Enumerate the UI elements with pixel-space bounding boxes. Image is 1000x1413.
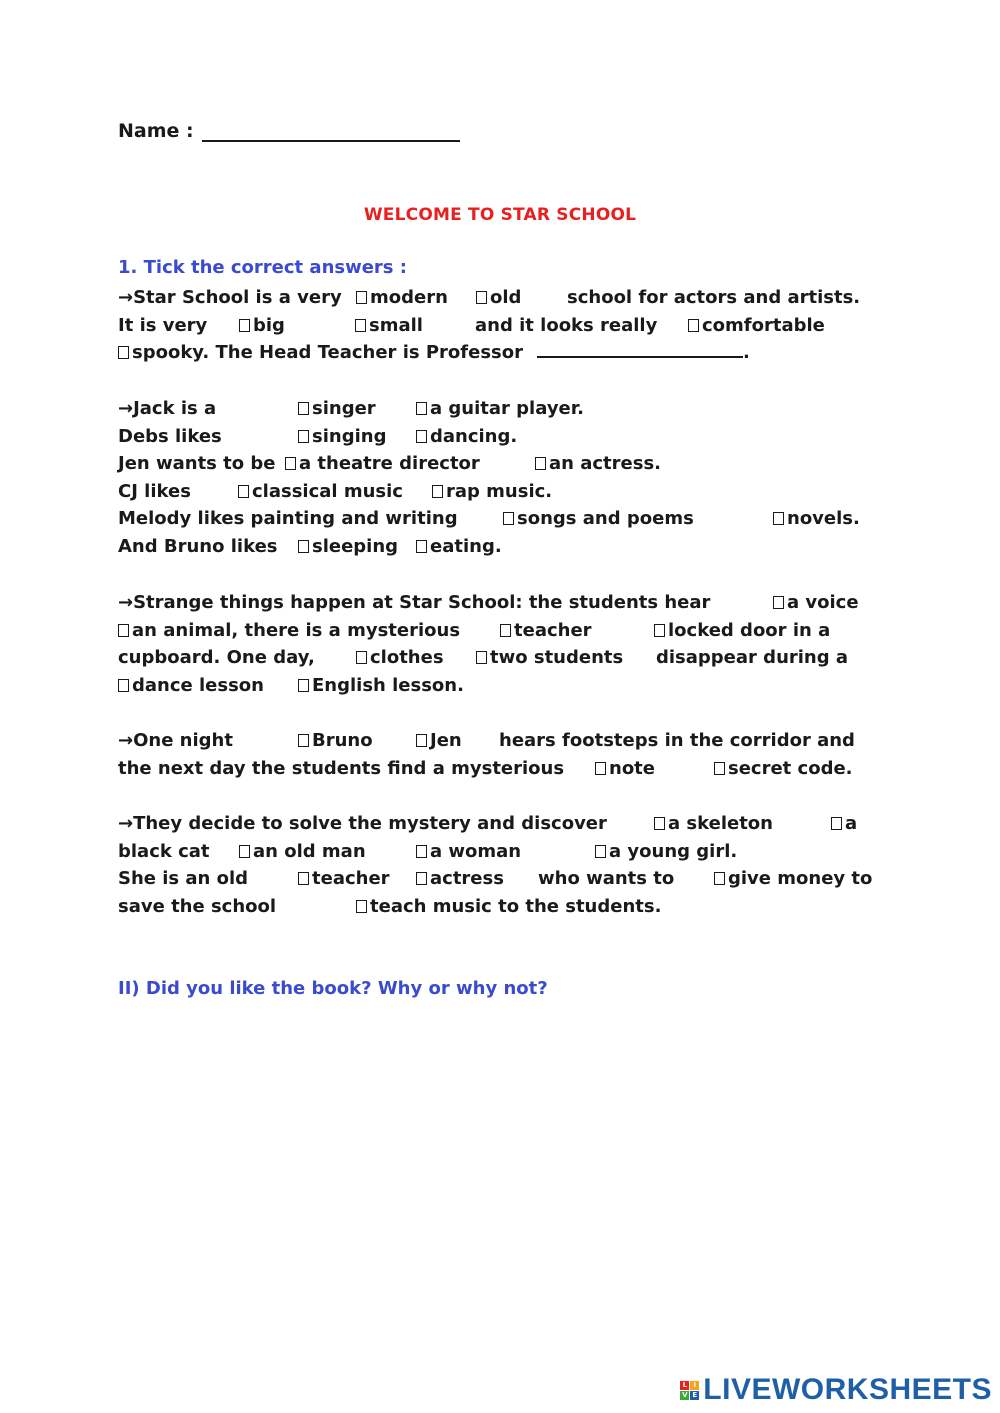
option[interactable]: an animal, there is a mysterious xyxy=(118,617,460,645)
text: who wants to xyxy=(538,868,675,890)
text: and it looks really xyxy=(475,314,658,336)
section-1-heading: 1. Tick the correct answers : xyxy=(118,257,407,278)
option[interactable]: novels. xyxy=(773,505,860,533)
option[interactable]: dance lesson xyxy=(118,672,264,700)
option[interactable]: a xyxy=(831,810,857,838)
option[interactable]: eating. xyxy=(416,533,502,561)
text: And Bruno likes xyxy=(118,535,278,557)
checkbox-icon[interactable] xyxy=(595,762,606,775)
paragraph-characters xyxy=(118,395,888,561)
option[interactable]: Jen xyxy=(416,727,462,755)
option[interactable]: spooky. The Head Teacher is Professor xyxy=(118,339,523,367)
liveworksheets-logo-icon: L I V E xyxy=(680,1381,699,1400)
checkbox-icon[interactable] xyxy=(416,540,427,553)
text: CJ likes xyxy=(118,480,191,502)
checkbox-icon[interactable] xyxy=(356,651,367,664)
line xyxy=(118,589,888,617)
checkbox-icon[interactable] xyxy=(476,651,487,664)
line xyxy=(118,727,888,755)
paragraph-mystery xyxy=(118,810,888,920)
section-2-heading: II) Did you like the book? Why or why not? xyxy=(118,978,548,999)
option[interactable]: note xyxy=(595,755,655,783)
name-row xyxy=(118,120,460,142)
checkbox-icon[interactable] xyxy=(654,624,665,637)
text: →They decide to solve the mystery and discover xyxy=(118,813,607,834)
text: school for actors and artists. xyxy=(567,287,861,308)
checkbox-icon[interactable] xyxy=(714,762,725,775)
paragraph-star-school xyxy=(118,284,888,367)
paragraph-strange-things xyxy=(118,589,888,699)
option[interactable]: a skeleton xyxy=(654,810,773,838)
line xyxy=(118,284,888,312)
checkbox-icon[interactable] xyxy=(535,457,546,470)
line xyxy=(118,755,888,783)
text: the next day the students find a mysterious xyxy=(118,757,565,779)
text: save the school xyxy=(118,895,277,917)
option[interactable]: English lesson. xyxy=(298,672,464,700)
line xyxy=(118,838,888,866)
line xyxy=(118,423,888,451)
worksheet-title: WELCOME TO STAR SCHOOL xyxy=(363,205,637,225)
text: It is very xyxy=(118,314,208,336)
text: Jen wants to be xyxy=(118,453,276,475)
checkbox-icon[interactable] xyxy=(773,596,784,609)
option[interactable]: locked door in a xyxy=(654,617,830,645)
checkbox-icon[interactable] xyxy=(298,734,309,747)
text: disappear during a xyxy=(656,647,849,669)
paragraph-one-night xyxy=(118,727,888,782)
checkbox-icon[interactable] xyxy=(831,817,842,830)
line xyxy=(118,672,888,700)
option[interactable]: modern xyxy=(356,284,448,312)
line xyxy=(118,533,888,561)
checkbox-icon[interactable] xyxy=(416,845,427,858)
line xyxy=(118,478,888,506)
text: →Jack is a xyxy=(118,398,217,419)
checkbox-icon[interactable] xyxy=(238,485,249,498)
line xyxy=(118,505,888,533)
checkbox-icon[interactable] xyxy=(239,319,250,332)
option[interactable]: dancing. xyxy=(416,423,517,451)
line xyxy=(118,617,888,645)
text: black cat xyxy=(118,840,210,862)
option[interactable]: singer xyxy=(298,395,376,423)
checkbox-icon[interactable] xyxy=(476,291,487,304)
option[interactable]: teacher xyxy=(500,617,592,645)
option[interactable]: a guitar player. xyxy=(416,395,584,423)
checkbox-icon[interactable] xyxy=(356,291,367,304)
option[interactable]: clothes xyxy=(356,644,444,672)
text: →Strange things happen at Star School: the students hear xyxy=(118,592,711,613)
line xyxy=(118,865,888,893)
text: →Star School is a very xyxy=(118,287,342,308)
text: hears footsteps in the corridor and xyxy=(499,730,855,751)
checkbox-icon[interactable] xyxy=(714,872,725,885)
option[interactable]: two students xyxy=(476,644,623,672)
checkbox-icon[interactable] xyxy=(298,540,309,553)
checkbox-icon[interactable] xyxy=(298,402,309,415)
checkbox-icon[interactable] xyxy=(416,430,427,443)
text: cupboard. One day, xyxy=(118,647,315,669)
checkbox-icon[interactable] xyxy=(432,485,443,498)
name-label: Name : xyxy=(118,120,194,142)
option[interactable]: secret code. xyxy=(714,755,853,783)
option[interactable]: a theatre director xyxy=(285,450,480,478)
line xyxy=(118,644,888,672)
option[interactable]: give money to xyxy=(714,865,872,893)
option[interactable]: classical music xyxy=(238,478,403,506)
option[interactable]: a voice xyxy=(773,589,859,617)
checkbox-icon[interactable] xyxy=(298,430,309,443)
option[interactable]: singing xyxy=(298,423,386,451)
option[interactable]: Bruno xyxy=(298,727,373,755)
checkbox-icon[interactable] xyxy=(503,512,514,525)
checkbox-icon[interactable] xyxy=(239,845,250,858)
answer-line[interactable] xyxy=(537,340,743,358)
checkbox-icon[interactable] xyxy=(654,817,665,830)
checkbox-icon[interactable] xyxy=(773,512,784,525)
line xyxy=(118,339,888,367)
option[interactable]: old xyxy=(476,284,521,312)
checkbox-icon[interactable] xyxy=(416,734,427,747)
checkbox-icon[interactable] xyxy=(298,679,309,692)
professor-blank[interactable]: . xyxy=(531,339,750,367)
option[interactable]: comfortable xyxy=(688,312,825,340)
checkbox-icon[interactable] xyxy=(688,319,699,332)
option[interactable]: big xyxy=(239,312,285,340)
checkbox-icon[interactable] xyxy=(285,457,296,470)
checkbox-icon[interactable] xyxy=(356,900,367,913)
checkbox-icon[interactable] xyxy=(118,346,129,359)
option[interactable]: actress xyxy=(416,865,504,893)
checkbox-icon[interactable] xyxy=(118,624,129,637)
option[interactable]: an actress. xyxy=(535,450,661,478)
line xyxy=(118,893,888,921)
checkbox-icon[interactable] xyxy=(595,845,606,858)
liveworksheets-logo xyxy=(680,1373,992,1407)
text: Debs likes xyxy=(118,425,222,447)
checkbox-icon[interactable] xyxy=(355,319,366,332)
option[interactable]: small xyxy=(355,312,423,340)
option[interactable]: sleeping xyxy=(298,533,398,561)
option[interactable]: a young girl. xyxy=(595,838,737,866)
text: →One night xyxy=(118,730,233,751)
text: Melody likes painting and writing xyxy=(118,508,458,530)
option[interactable]: songs and poems xyxy=(503,505,694,533)
checkbox-icon[interactable] xyxy=(500,624,511,637)
brand-name: LIVEWORKSHEETS xyxy=(703,1373,992,1406)
line xyxy=(118,312,888,340)
text: She is an old xyxy=(118,868,249,890)
name-input-line[interactable] xyxy=(202,122,460,142)
option[interactable]: an old man xyxy=(239,838,366,866)
checkbox-icon[interactable] xyxy=(416,872,427,885)
line xyxy=(118,450,888,478)
option[interactable]: teach music to the students. xyxy=(356,893,661,921)
option[interactable]: rap music. xyxy=(432,478,552,506)
line xyxy=(118,395,888,423)
line xyxy=(118,810,888,838)
checkbox-icon[interactable] xyxy=(118,679,129,692)
checkbox-icon[interactable] xyxy=(298,872,309,885)
option[interactable]: a woman xyxy=(416,838,521,866)
checkbox-icon[interactable] xyxy=(416,402,427,415)
option[interactable]: teacher xyxy=(298,865,390,893)
